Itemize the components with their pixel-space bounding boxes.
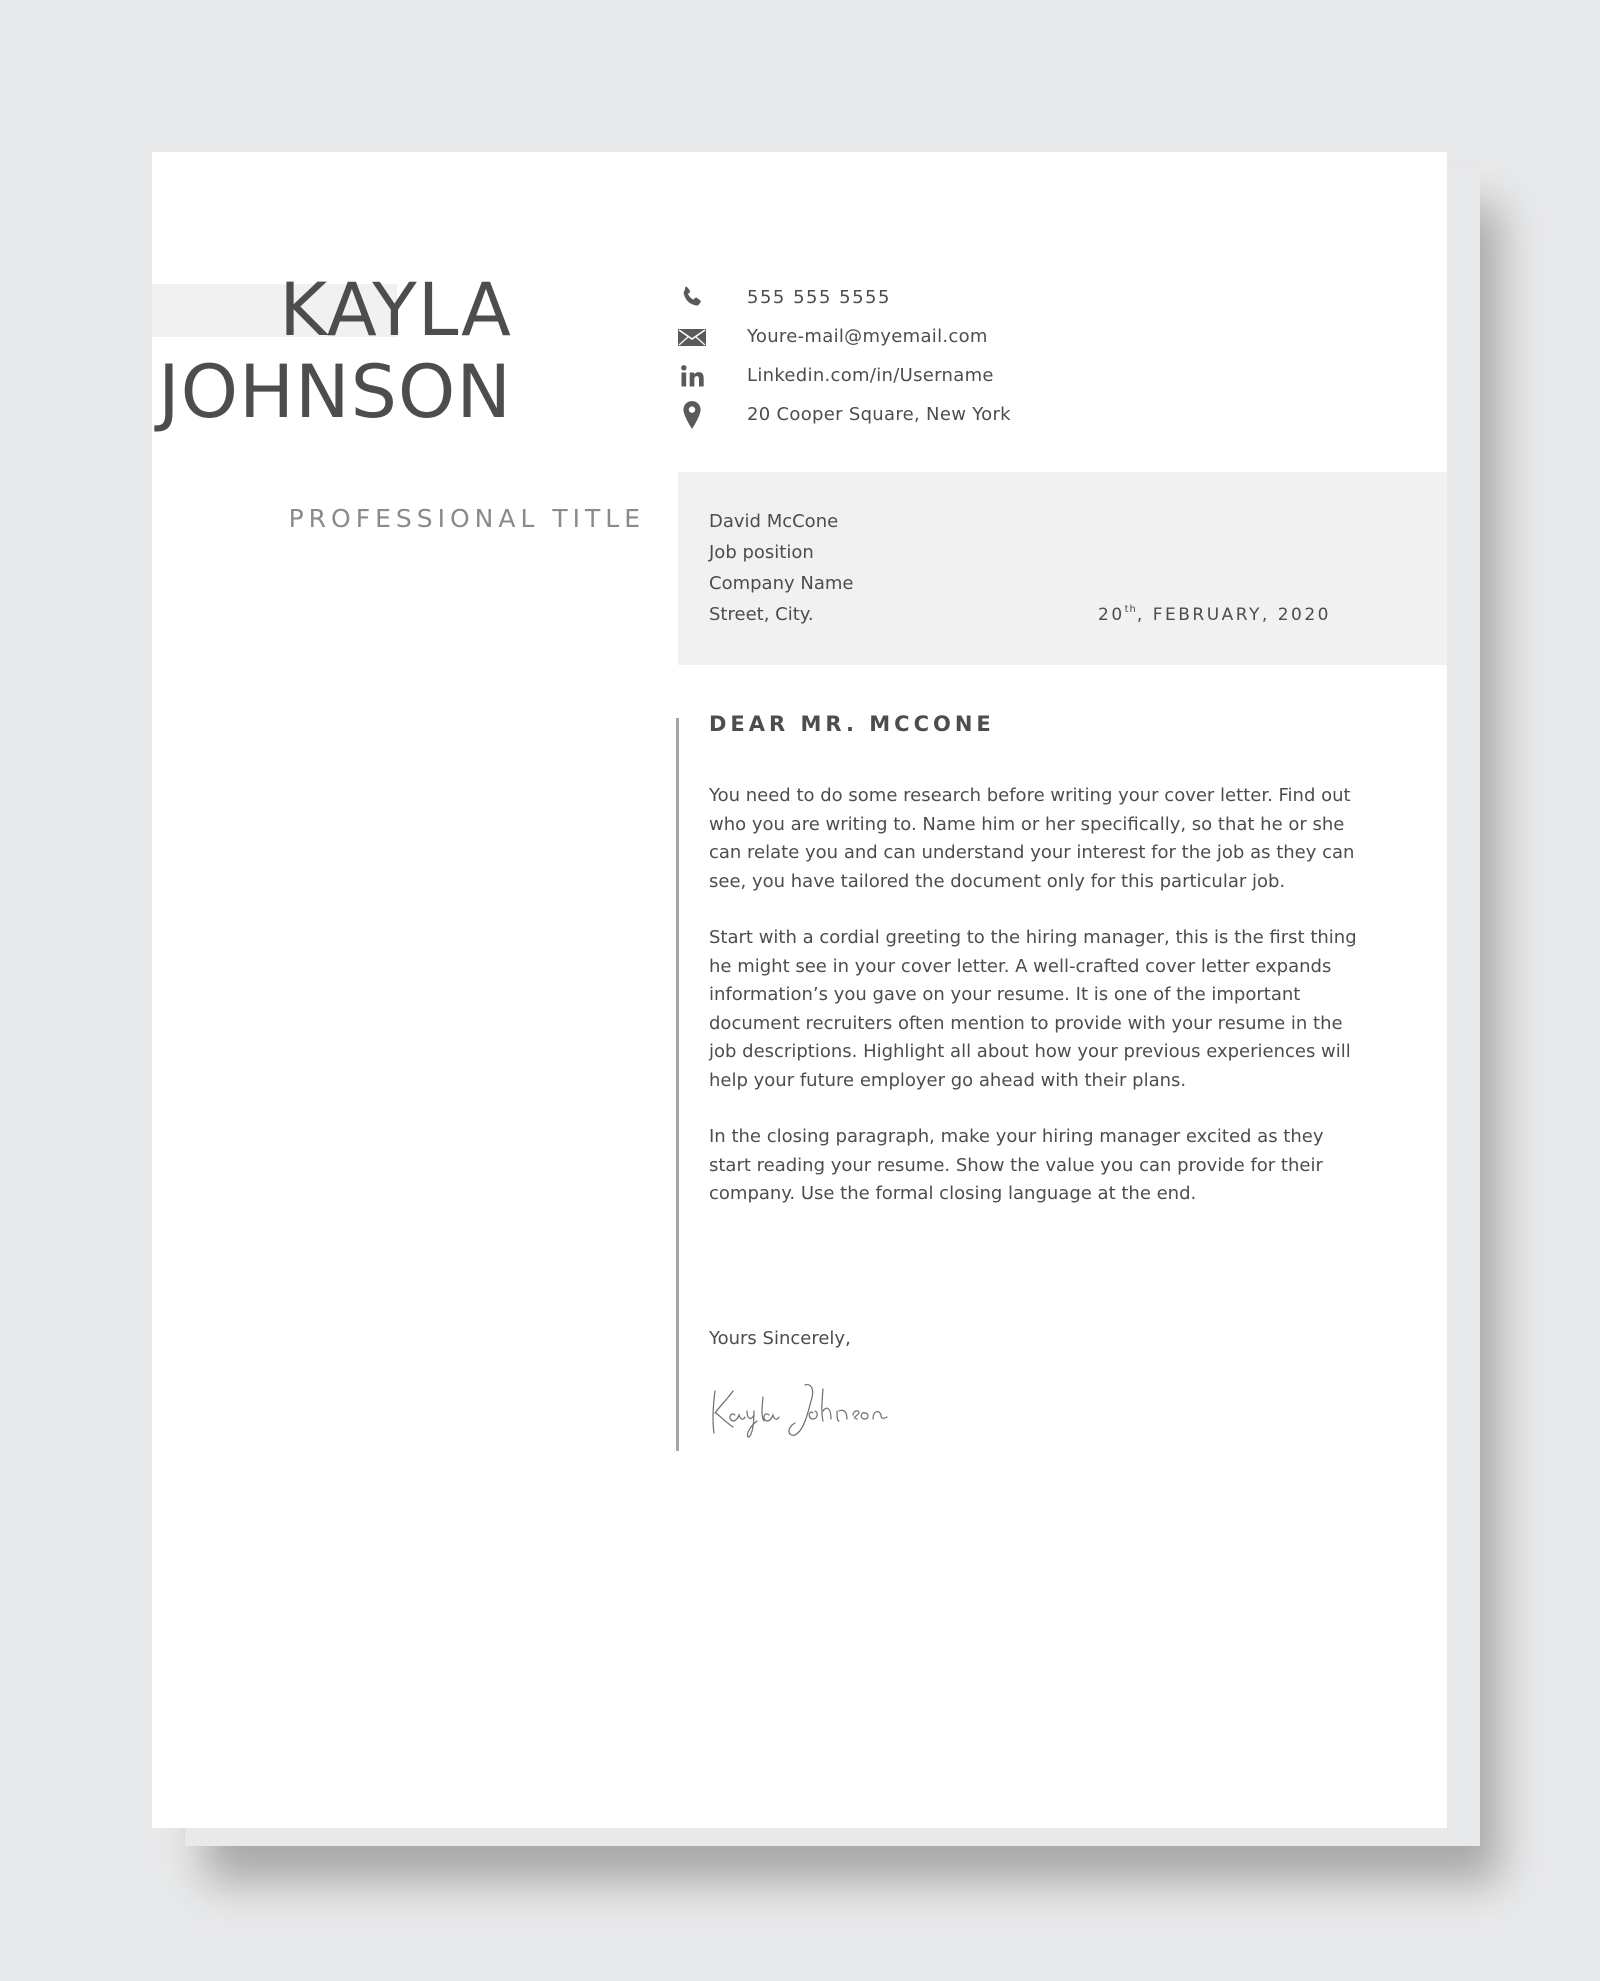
paragraph-1: You need to do some research before writing your cover letter. Find out who you are writing to. Name him or her specifically, so that he or she can relate you and can understand your interest for the job as they can see, you have tailored the document only for this particular job. bbox=[709, 785, 1355, 892]
mail-icon bbox=[677, 322, 707, 352]
applicant-name bbox=[152, 270, 512, 434]
paragraph-3: In the closing paragraph, make your hiring manager excited as they start reading your resume. Show the value you can provide for their company. Use the formal closing language at the end. bbox=[709, 1126, 1324, 1204]
salutation: DEAR MR. MCCONE bbox=[709, 712, 995, 736]
recipient-position: Job position bbox=[709, 542, 814, 563]
phone-number: 555 555 5555 bbox=[747, 287, 891, 308]
professional-title: PROFESSIONAL TITLE bbox=[288, 504, 645, 533]
street-address: 20 Cooper Square, New York bbox=[747, 404, 1011, 425]
signature bbox=[707, 1371, 907, 1441]
recipient-company: Company Name bbox=[709, 573, 854, 594]
contact-linkedin bbox=[677, 356, 1097, 395]
letter-body bbox=[709, 782, 1369, 1237]
cover-letter-page bbox=[152, 152, 1447, 1828]
linkedin-icon bbox=[677, 361, 707, 391]
contact-address bbox=[677, 395, 1097, 434]
recipient-block bbox=[709, 506, 853, 630]
paragraph-2: Start with a cordial greeting to the hiring manager, this is the first thing he might see in your cover letter. A well-crafted cover letter expands information’s you gave on your resume. It is one of the important document recruiters often mention to provide with your resume in the job descriptions. Highlight all about how your previous experiences will help your future employer go ahead with their plans. bbox=[709, 927, 1357, 1091]
date-day: 20 bbox=[1098, 605, 1125, 625]
closing: Yours Sincerely, bbox=[709, 1328, 851, 1349]
location-pin-icon bbox=[677, 400, 707, 430]
letter-date bbox=[1098, 604, 1331, 625]
contact-email bbox=[677, 317, 1097, 356]
contact-phone bbox=[677, 278, 1097, 317]
first-name: KAYLA bbox=[279, 268, 512, 353]
contact-block bbox=[677, 278, 1097, 434]
vertical-rule bbox=[676, 718, 679, 1451]
recipient-street: Street, City. bbox=[709, 604, 814, 625]
linkedin-url: Linkedin.com/in/Username bbox=[747, 365, 994, 386]
last-name: JOHNSON bbox=[158, 350, 512, 435]
phone-icon bbox=[677, 283, 707, 313]
recipient-name: David McCone bbox=[709, 511, 839, 532]
date-rest: , FEBRUARY, 2020 bbox=[1136, 605, 1331, 625]
email-address: Youre-mail@myemail.com bbox=[747, 326, 988, 347]
date-suffix: th bbox=[1124, 604, 1137, 615]
